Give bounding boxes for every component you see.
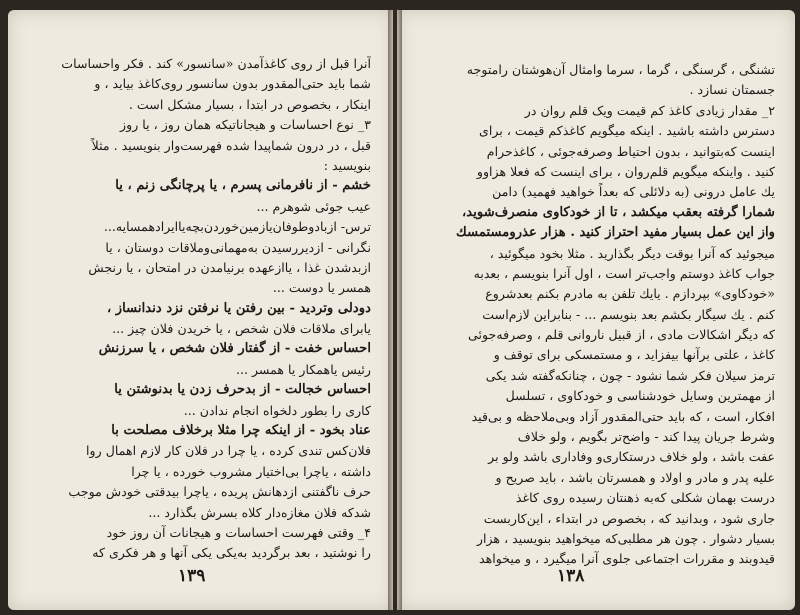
text-line: حرف ناگفتنی ازدهانش پریده ، یاچرا بیدقتی خودش موجب [68,484,371,500]
text-line: از مهمترین وسایل خودشناسی و خودکاوی ، تسلسل [505,388,775,404]
page-number-left: ۱۳۹ [178,566,206,586]
text-line: عناد بخود - از اینکه چرا مثلا برخلاف مصلحت با [111,423,371,439]
text-line: «خودکاوی» بپردازم . یایك تلفن به مادرم بکنم بعدشروع [485,286,775,302]
text-line: رئیس یاهمکار یا همسر ... [235,361,371,377]
left-page-text [34,54,371,564]
text-line: درست بهمان شکلی که‌به ذهنتان رسیده روی کاغذ [515,490,775,506]
text-line: یك عامل درونی (به دلائلی که بعداً خواهید فهمید) دامن [492,184,775,200]
text-line: آنرا قبل از روی کاغذآمدن «سانسور» کند . فکر واحساسات [61,56,371,71]
text-line: داشته ، یاچرا بی‌اختیار مشروب خورده ، یا چرا [131,463,371,479]
book-spine-gutter [388,10,402,610]
text-line: شما باید حتی‌المقدور بدون سانسور روی‌کاغذ بیاید ، و [94,76,371,92]
text-line: ۴_ وقتی فهرست احساسات و هیجانات آن روز خود [106,524,371,540]
text-line: نگرانی - ازدیررسیدن به‌مهمانی‌وملاقات دوستان ، یا [105,239,371,255]
left-page [8,10,393,610]
text-line: علیه پدر و مادر و اولاد و همسرتان باشد ، باید صریح و [495,469,775,485]
text-line: ترمز سیلان فکر شما نشود - چون ، چنانکه‌گفته شد یکی [485,367,775,383]
text-line: یابرای ملاقات فلان شخص ، یا خریدن فلان چیز ... [112,321,371,337]
text-line: عیب جوئی شوهرم ... [256,198,371,214]
text-line: وشرط جریان پیدا کند - واضح‌تر بگویم ، ولو خلاف [517,429,775,445]
text-line: اینکار ، بخصوص در ابتدا ، بسیار مشکل است . [128,96,371,112]
right-page [397,10,795,610]
right-page-text [425,60,775,570]
text-line: کنید . واینکه میگویم قلم‌روان ، برای اینست که فعلا هزاوو [476,163,775,179]
text-line: افکار، است ، که باید حتی‌المقدور آزاد وبی‌ملاحظه و بی‌قید [471,408,775,424]
text-line: بسیار دشوار . چون هر مطلبی‌که میخواهید بنویسید ، هزار [476,530,775,546]
text-line: ۲_ مقدار زیادی کاغذ کم قیمت ویک قلم روان در [524,102,775,118]
text-line: واز این عمل بسیار مفید احتراز کنید . هزار عذرومستمسك [456,225,775,241]
text-line: احساس خفت - از گفتار فلان شخص ، یا سرزنش [98,341,371,357]
text-line: که دیگر اشکالات مادی ، از قبیل ناروانی قلم ، وصرفه‌جوئی [468,327,775,343]
text-line: احساس خجالت - از بدحرف زدن یا بدنوشتن یا [114,382,371,398]
text-line: کنم . یك سیگار بکشم بعد بنویسم ... - بنابراین لازم‌است [482,306,775,322]
text-line: ترس- ازبادوطوفان‌یازمین‌خوردن‌بچه‌یاایرادهمسایه... [103,219,371,235]
text-line: قبل ، در درون شماپیدا شده فهرست‌وار بنویسید . مثلاً [91,137,371,153]
text-line: قیدوبند و مقررات اجتماعی جلوی آنرا میگیرد ، و میخواهد [479,551,775,567]
text-line: جاری شود ، وبدانید که ، بخصوص در ابتداء ، این‌کاربست [483,510,775,526]
text-line: بنویسید : [323,157,371,173]
text-line: جواب کاغذ دوستم واجب‌تر است ، اول آنرا بنویسم ، بعدبه [473,265,775,281]
text-line: شمارا گرفته بعقب میکشد ، تا از خودکاوی منصرف‌شوید، [462,204,775,220]
text-line: دسترس داشته باشید . اینکه میگویم کاغذکم قیمت ، برای [479,123,775,139]
text-line: فلان‌کس تندی کرده ، یا چرا در فلان کار لازم اهمال روا [86,443,371,459]
text-line: خشم - از نافرمانی پسرم ، یا پرچانگی زنم ، یا [115,178,371,194]
text-line: همسر یا دوست ... [272,280,371,296]
text-line: را نوشتید ، بعد برگردید به‌یکی یکی آنها و هر فکری که [92,545,371,561]
text-line: عفت باشد ، ولو خلاف درستکاری‌و وفاداری باشد ولو بر [488,449,775,465]
text-line: اینست که‌بتوانید ، بدون احتیاط وصرفه‌جوئی ، کاغذحرام [486,143,775,159]
text-line: شدکه فلان مغازه‌دار کلاه بسرش بگذارد ... [148,504,371,520]
text-line: دودلی وتردید - بین رفتن یا نرفتن نزد دندانساز ، [106,300,371,316]
page-number-right: ۱۳۸ [557,566,585,586]
text-line: جسمتان نسازد . [689,82,775,98]
text-line: ۳_ نوع احساسات و هیجاناتیکه همان روز ، یا روز [120,117,371,133]
text-line: تشنگی ، گرسنگی ، گرما ، سرما وامثال آن‌هوشتان رامتوجه [466,62,775,77]
text-line: کاغذ ، علتی برآنها بیفزاید ، و مستمسکی برای توقف و [493,347,775,363]
text-line: کاری را بطور دلخواه انجام ندادن ... [183,402,371,418]
text-line: ازبدشدن غذا ، یاازعهده برنیامدن در امتحان ، یا رنجش [88,259,371,275]
text-line: میجوئید که آنرا بوقت دیگر بگذارید . مثلا بخود میگوئید ، [489,245,775,261]
